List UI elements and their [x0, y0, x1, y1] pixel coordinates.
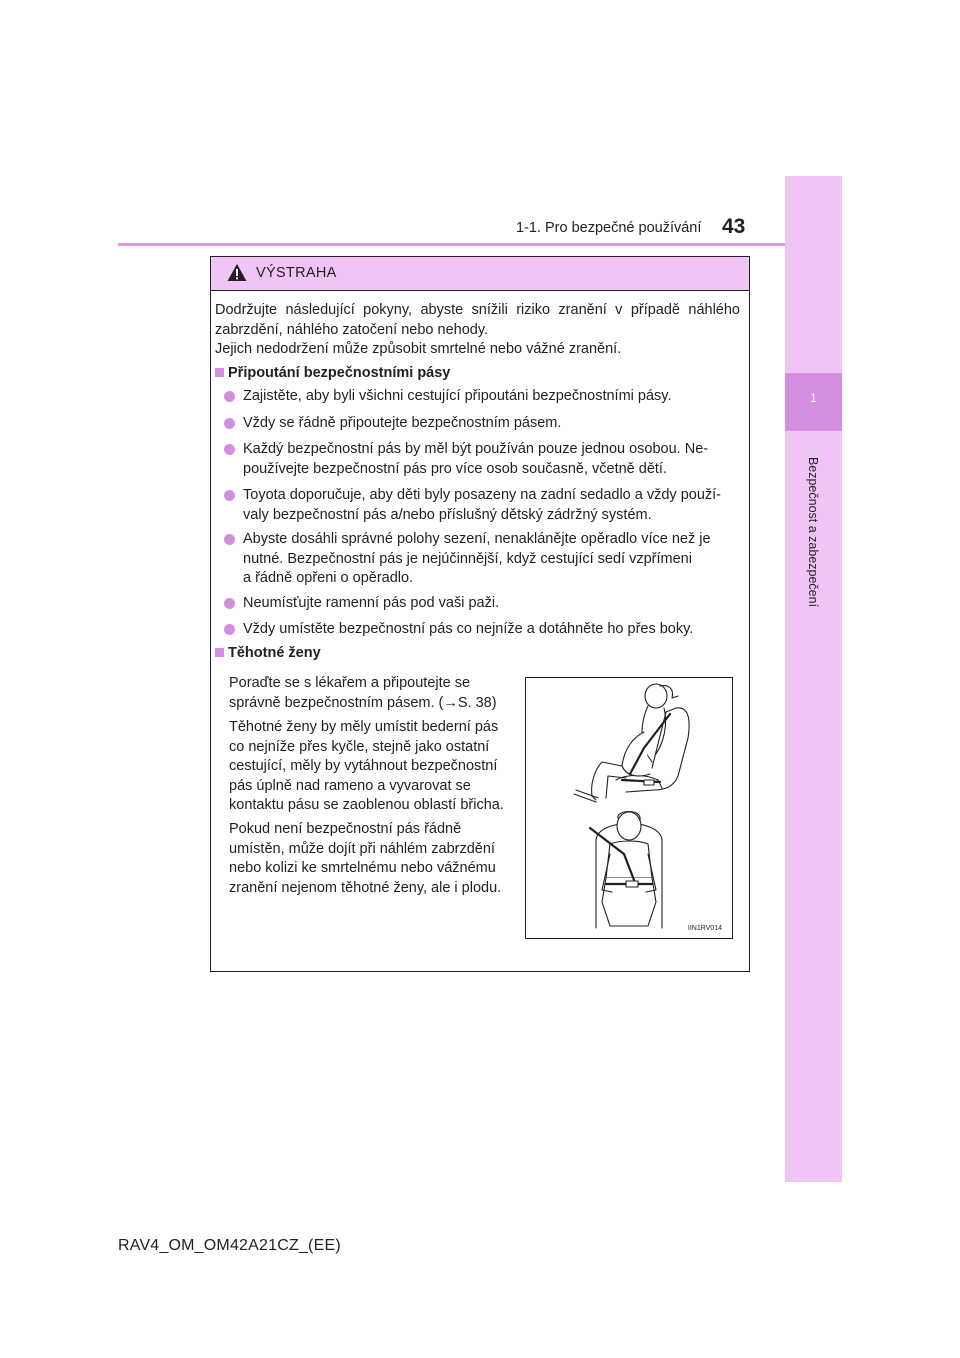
- bullet-text: Zajistěte, aby byli všichni cestující připoutáni bezpečnostními pásy.: [243, 388, 672, 404]
- list-item: [224, 530, 741, 589]
- chapter-number: 1: [810, 391, 817, 405]
- subheading-seatbelts: [215, 365, 450, 381]
- paragraph-line: pás úplně nad rameno a vyvarovat se: [229, 777, 471, 794]
- section-title: 1-1. Pro bezpečné používání: [516, 220, 702, 236]
- list-item: [224, 486, 741, 525]
- paragraph: [229, 718, 514, 816]
- figure-code: IIN1RV014: [687, 925, 722, 932]
- header-rule: [118, 243, 785, 246]
- subheading-label: Připoutání bezpečnostními pásy: [228, 365, 451, 381]
- document-code: RAV4_OM_OM42A21CZ_(EE): [118, 1237, 341, 1254]
- square-bullet-icon: [215, 648, 224, 657]
- chapter-title: Bezpečnost a zabezpečení: [806, 456, 820, 608]
- bullet-text: Neumísťujte ramenní pás pod vaši paži.: [243, 595, 500, 611]
- paragraph-line: kontaktu pásu se zaoblenou oblastí břicha.: [229, 797, 504, 813]
- bullet-text: Toyota doporučuje, aby děti byly posazeny na zadní sedadlo a vždy použí-: [243, 487, 721, 503]
- paragraph-line: Poraďte se s lékařem a připoutejte se: [229, 675, 471, 691]
- bullet-dot-icon: [224, 598, 235, 609]
- paragraph: [229, 674, 514, 713]
- bullet-text: Vždy se řádně připoutejte bezpečnostním pásem.: [243, 415, 562, 431]
- subheading-pregnant-women: [215, 645, 321, 661]
- bullet-text: používejte bezpečnostní pás pro více osob současně, včetně dětí.: [243, 460, 667, 477]
- list-item: [224, 414, 741, 434]
- list-item: [224, 620, 741, 640]
- paragraph-line: co nejníže přes kyčle, stejně jako ostatní: [229, 738, 490, 755]
- paragraph-line: nebo kolizi ke smrtelnému nebo vážnému: [229, 860, 496, 876]
- intro-paragraph: Jejich nedodržení může způsobit smrtelné nebo vážné zranění.: [215, 341, 622, 357]
- bullet-dot-icon: [224, 444, 235, 455]
- paragraph-line: umístěn, může dojít při náhlém zabrzdění: [229, 840, 495, 857]
- paragraph-line: Těhotné ženy by měly umístit bederní pás: [229, 719, 499, 735]
- paragraph-line: cestující, měly by vytáhnout bezpečnostní: [229, 758, 498, 774]
- list-item: [224, 387, 741, 407]
- bullet-dot-icon: [224, 490, 235, 501]
- warning-header: [211, 257, 749, 291]
- list-item: [224, 594, 741, 614]
- warning-title: VÝSTRAHA: [256, 265, 337, 281]
- bullet-dot-icon: [224, 534, 235, 545]
- pregnant-seatbelt-illustration: [525, 677, 733, 939]
- bullet-text: Abyste dosáhli správné polohy sezení, nenaklánějte opěradlo více než je: [243, 531, 711, 547]
- paragraph-line: správně bezpečnostním pásem. (→S. 38): [229, 694, 497, 711]
- bullet-dot-icon: [224, 624, 235, 635]
- chapter-side-tab: [785, 176, 842, 1182]
- warning-triangle-icon: [227, 263, 247, 282]
- warning-intro: [215, 301, 740, 360]
- bullet-dot-icon: [224, 391, 235, 402]
- bullet-text: valy bezpečnostní pás a/nebo příslušný dětský zádržný systém.: [243, 506, 652, 523]
- page-number: 43: [722, 215, 746, 238]
- bullet-dot-icon: [224, 418, 235, 429]
- seatbelt-illustration-drawing: [526, 678, 732, 938]
- paragraph-line: zranění nejenom těhotné ženy, ale i plodu.: [229, 879, 502, 896]
- bullet-text: nutné. Bezpečnostní pás je nejúčinnější, když cestující sedí vzpřímeni: [243, 550, 692, 567]
- paragraph-line: Pokud není bezpečnostní pás řádně: [229, 821, 462, 837]
- paragraph: [229, 820, 514, 898]
- intro-paragraph: Dodržujte následující pokyny, abyste snížili riziko zranění v případě náhlého zabrzdění, náhlého zatočení nebo nehody.: [215, 302, 740, 338]
- bullet-text: Každý bezpečnostní pás by měl být používán pouze jednou osobou. Ne-: [243, 441, 709, 457]
- subheading-label: Těhotné ženy: [228, 645, 321, 661]
- bullet-text: a řádně opřeni o opěradlo.: [243, 570, 414, 586]
- list-item: [224, 440, 741, 479]
- bullet-text: Vždy umístěte bezpečnostní pás co nejníže a dotáhněte ho přes boky.: [243, 621, 694, 637]
- square-bullet-icon: [215, 368, 224, 377]
